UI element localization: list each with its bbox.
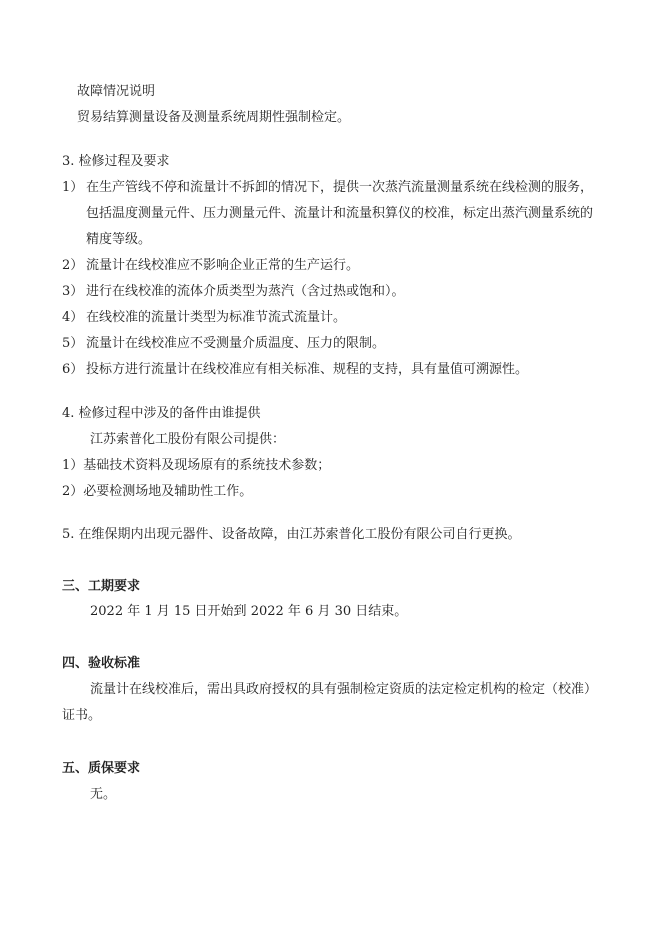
list-item-text: 在生产管线不停和流量计不拆卸的情况下，提供一次蒸汽流量测量系统在线检测的服务， xyxy=(86,180,594,195)
list-item-number: 3） xyxy=(62,284,84,299)
section5-text: 5. 在维保期内出现元器件、设备故障，由江苏索普化工股份有限公司自行更换。 xyxy=(62,527,521,542)
list-item-number: 4） xyxy=(62,310,84,325)
list-item-number: 2） xyxy=(62,258,84,273)
list-item-text: 投标方进行流量计在线校准应有相关标准、规程的支持，具有量值可溯源性。 xyxy=(86,362,529,377)
list-item-number: 5） xyxy=(62,336,84,351)
list-item-number: 1） xyxy=(62,180,84,195)
list-item-text: 精度等级。 xyxy=(86,232,152,247)
warranty-text: 无。 xyxy=(90,787,117,802)
list-item-number: 6） xyxy=(62,362,84,377)
fault-description-text: 贸易结算测量设备及测量系统周期性强制检定。 xyxy=(77,110,351,125)
acceptance-text: 证书。 xyxy=(62,708,102,723)
section4-title: 4. 检修过程中涉及的备件由谁提供 xyxy=(62,406,261,421)
acceptance-text: 流量计在线校准后，需出具政府授权的具有强制检定资质的法定检定机构的检定（校准） xyxy=(90,682,598,697)
warranty-heading: 五、质保要求 xyxy=(62,761,141,776)
fault-description-subtitle: 故障情况说明 xyxy=(77,84,156,99)
schedule-text: 2022 年 1 月 15 日开始到 2022 年 6 月 30 日结束。 xyxy=(90,604,408,619)
schedule-heading: 三、工期要求 xyxy=(62,579,141,594)
list-item-text: 进行在线校准的流体介质类型为蒸汽（含过热或饱和）。 xyxy=(86,284,405,299)
section3-title: 3. 检修过程及要求 xyxy=(62,154,170,169)
acceptance-heading: 四、验收标准 xyxy=(62,656,141,671)
list-item: 2）必要检测场地及辅助性工作。 xyxy=(62,484,253,499)
list-item-text: 在线校准的流量计类型为标准节流式流量计。 xyxy=(86,310,347,325)
list-item-text: 包括温度测量元件、压力测量元件、流量计和流量积算仪的校准，标定出蒸汽测量系统的 xyxy=(86,206,594,221)
provider-text: 江苏索普化工股份有限公司提供： xyxy=(90,432,286,447)
list-item-text: 流量计在线校准应不受测量介质温度、压力的限制。 xyxy=(86,336,386,351)
list-item-text: 流量计在线校准应不影响企业正常的生产运行。 xyxy=(86,258,360,273)
list-item: 1）基础技术资料及现场原有的系统技术参数； xyxy=(62,458,331,473)
